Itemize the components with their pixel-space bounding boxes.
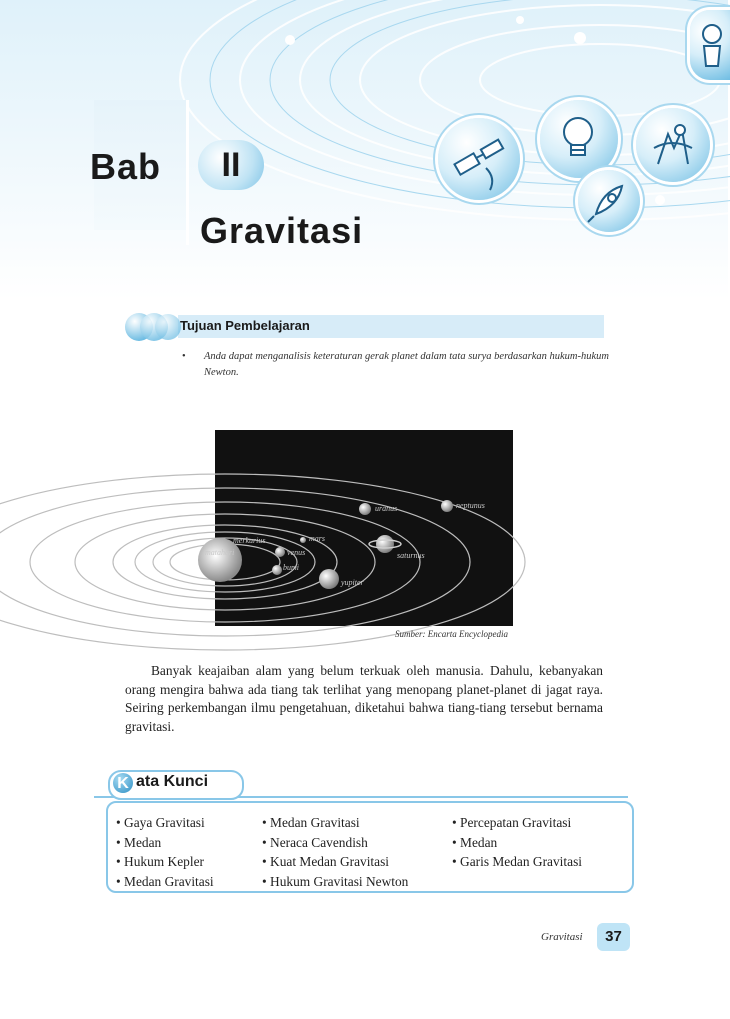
chapter-label: Bab <box>90 146 162 187</box>
page-number: 37 <box>597 923 630 951</box>
solar-system-figure <box>205 430 513 626</box>
label-uranus: uranus <box>375 504 398 513</box>
label-saturnus: saturnus <box>397 551 425 560</box>
keywords-initial-icon: K <box>113 773 133 793</box>
keyword-item: • Hukum Gravitasi Newton <box>262 873 409 889</box>
keywords-title: ata Kunci <box>136 773 209 790</box>
divider <box>186 100 189 245</box>
bullet: • <box>182 351 186 362</box>
chapter-title: Gravitasi <box>200 210 364 251</box>
label-merkurius: merkurius <box>233 536 266 545</box>
rocket-icon <box>578 170 640 232</box>
satellite-icon <box>438 118 520 200</box>
learning-goal-text: Anda dapat menganalisis keteraturan gerak planet dalam tata surya berdasarkan hukum-hukum Newton. <box>204 351 609 378</box>
atom-figure-icon <box>636 108 710 182</box>
keywords-column-1 <box>116 813 214 891</box>
label-yupiter: yupiter <box>341 578 364 587</box>
keywords-column-2 <box>262 813 408 891</box>
keyword-item: • Neraca Cavendish <box>262 834 368 850</box>
keyword-item: • Garis Medan Gravitasi <box>452 854 583 869</box>
keyword-item: • Medan Gravitasi <box>262 815 360 830</box>
keyword-item: • Medan Gravitasi <box>116 873 214 889</box>
light-bulb-icon <box>540 100 618 178</box>
chapter-number: II <box>198 140 264 190</box>
orb-decoration-icon <box>124 310 184 344</box>
label-neptunus: neptunus <box>456 501 485 510</box>
figure-caption: Sumber: Encarta Encyclopedia <box>395 629 508 639</box>
label-matahari: matahari <box>205 548 235 557</box>
label-mars: mars <box>309 534 326 543</box>
footer-chapter-title: Gravitasi <box>541 931 583 943</box>
keyword-item: • Medan <box>452 834 498 850</box>
keyword-item: • Percepatan Gravitasi <box>452 815 572 830</box>
intro-paragraph: Banyak keajaiban alam yang belum terkuak oleh manusia. Dahulu, kebanyakan orang mengira bahwa ada tiang tak terlihat yang menopang planet-planet di jagat raya. Seiring perkembangan ilmu pengetahuan, diketahui bahwa tiang-tiang tersebut bernama gravitasi. <box>125 663 603 734</box>
keyword-item: • Hukum Kepler <box>116 854 204 869</box>
astronaut-icon <box>690 10 730 80</box>
keyword-item: • Kuat Medan Gravitasi <box>262 854 390 869</box>
learning-goal-item <box>182 349 612 381</box>
keywords-column-3 <box>452 813 582 872</box>
learning-goal-title: Tujuan Pembelajaran <box>180 318 310 333</box>
keyword-item: • Gaya Gravitasi <box>116 815 205 830</box>
label-venus: venus <box>287 548 306 557</box>
keyword-item: • Medan <box>116 834 162 850</box>
label-bumi: bumi <box>283 563 299 572</box>
